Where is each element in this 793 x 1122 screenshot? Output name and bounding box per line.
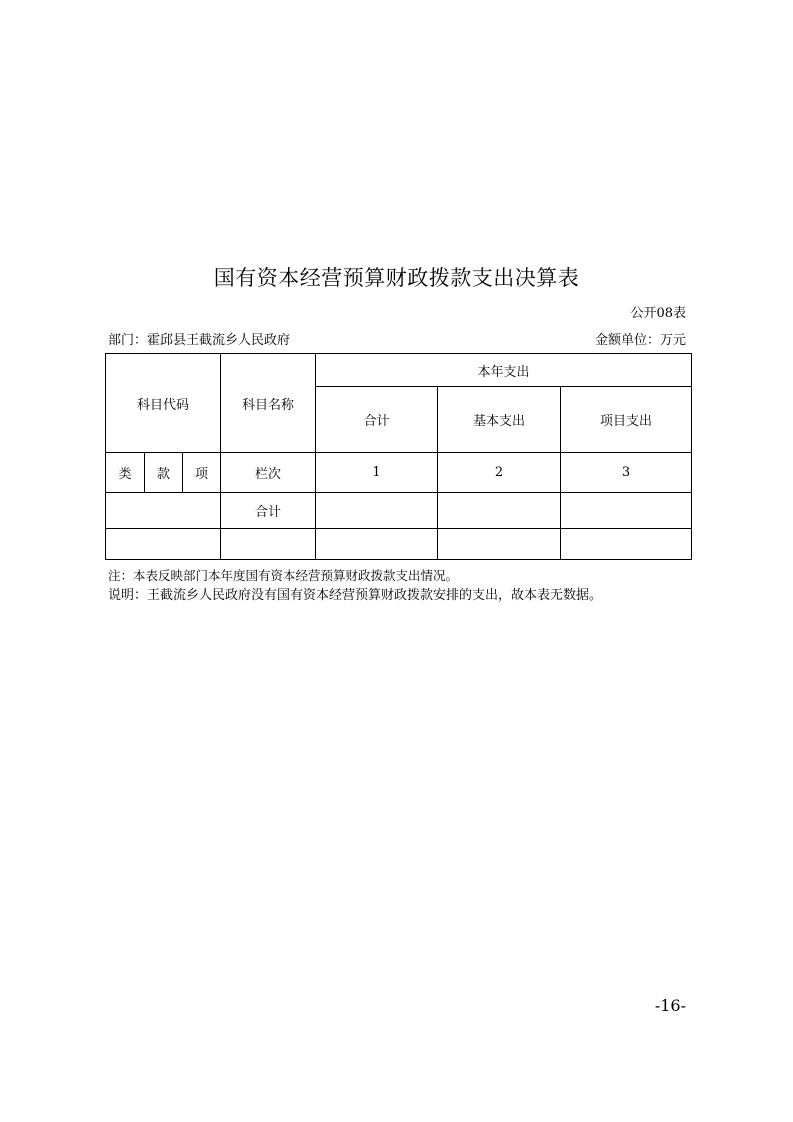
header-project-expense: 项目支出 (561, 387, 692, 453)
table-explanation: 说明：王截流乡人民政府没有国有资本经营预算财政拨款安排的支出，故本表无数据。 (108, 588, 603, 603)
header-subject-code: 科目代码 (106, 354, 221, 453)
form-number: 公开08表 (630, 306, 686, 321)
total-row-total-cell (316, 493, 438, 529)
table-note: 注：本表反映部门本年度国有资本经营预算财政拨款支出情况。 (108, 568, 459, 583)
empty-row-name-cell (221, 529, 316, 560)
table-total-row (106, 493, 692, 529)
department-label: 部门：霍邱县王截流乡人民政府 (108, 333, 291, 348)
empty-row-code-cell (106, 529, 221, 560)
header-item: 项 (183, 453, 221, 493)
total-row-label: 合计 (221, 493, 316, 529)
header-section: 款 (145, 453, 183, 493)
column-index-3: 3 (561, 453, 692, 493)
total-row-basic-cell (438, 493, 561, 529)
header-basic-expense: 基本支出 (438, 387, 561, 453)
table-row (106, 529, 692, 560)
empty-row-basic-cell (438, 529, 561, 560)
budget-table (105, 353, 692, 560)
header-total: 合计 (316, 387, 438, 453)
page-number: -16- (654, 996, 686, 1015)
header-this-year-expense: 本年支出 (316, 354, 692, 387)
total-row-project-cell (561, 493, 692, 529)
table-title: 国有资本经营预算财政拨款支出决算表 (213, 266, 580, 290)
header-column-index: 栏次 (221, 453, 316, 493)
header-subject-name: 科目名称 (221, 354, 316, 453)
empty-row-project-cell (561, 529, 692, 560)
table-index-row (106, 453, 692, 493)
total-row-code-cell (106, 493, 221, 529)
amount-unit-label: 金额单位：万元 (594, 333, 686, 348)
column-index-2: 2 (438, 453, 561, 493)
table-header-row (106, 354, 692, 387)
empty-row-total-cell (316, 529, 438, 560)
header-class: 类 (106, 453, 145, 493)
column-index-1: 1 (316, 453, 438, 493)
